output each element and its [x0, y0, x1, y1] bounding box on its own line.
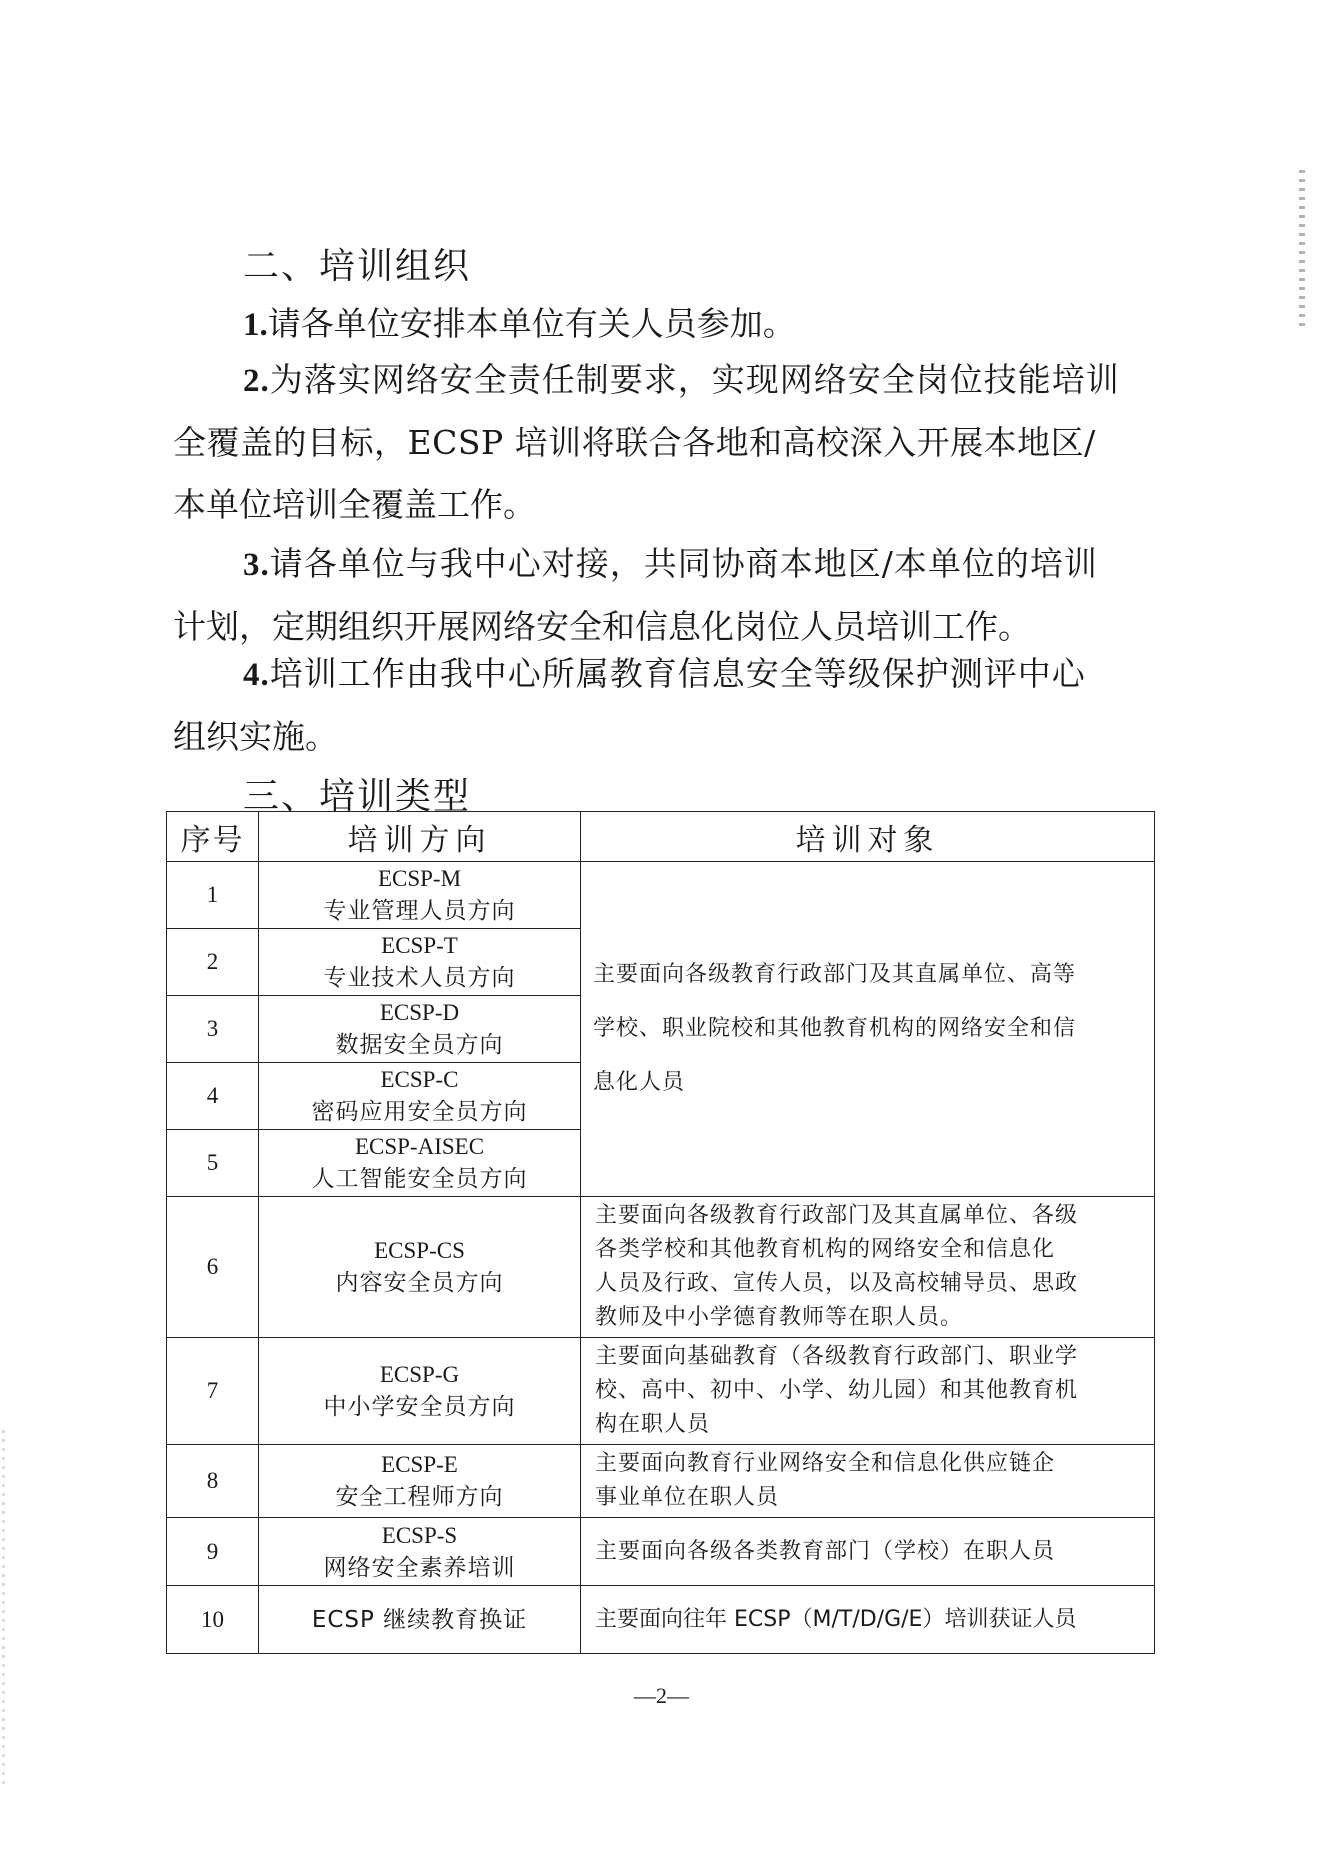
- target-row-6: 主要面向各级教育行政部门及其直属单位、各级 各类学校和其他教育机构的网络安全和信息化 人员及行政、宣传人员，以及高校辅导员、思政 教师及中小学德育教师等在职人员。: [581, 1197, 1155, 1338]
- header-seq: 序号: [167, 812, 259, 862]
- table-row: 1 ECSP-M 专业管理人员方向 主要面向各级教育行政部门及其直属单位、高等 学校、职业院校和其他教育机构的网络安全和信 息化人员: [167, 862, 1155, 929]
- target-row-8: 主要面向教育行业网络安全和信息化供应链企 事业单位在职人员: [581, 1445, 1155, 1518]
- table-row: 4 ECSP-C 密码应用安全员方向: [167, 1063, 1155, 1130]
- item-number: 4.: [243, 657, 270, 693]
- section-3-heading: 三、培训类型: [243, 776, 472, 817]
- scan-edge-artifact: [1299, 170, 1305, 330]
- item-1: 1.请各单位安排本单位有关人员参加。: [243, 304, 796, 343]
- table-row: 8 ECSP-E 安全工程师方向 主要面向教育行业网络安全和信息化供应链企 事业单位在职人员: [167, 1445, 1155, 1518]
- target-group-1-5: 主要面向各级教育行政部门及其直属单位、高等 学校、职业院校和其他教育机构的网络安全和信 息化人员: [581, 862, 1155, 1197]
- table-header-row: [167, 812, 1155, 862]
- page-number: —2—: [634, 1683, 689, 1708]
- item-number: 1.: [243, 307, 268, 343]
- section-2-heading: 二、培训组织: [243, 246, 472, 287]
- table-row: 10 ECSP 继续教育换证 主要面向往年 ECSP（M/T/D/G/E）培训获证人员: [167, 1586, 1155, 1654]
- table-row: 2 ECSP-T 专业技术人员方向: [167, 929, 1155, 996]
- item-number: 2.: [243, 363, 270, 399]
- table-row: 3 ECSP-D 数据安全员方向: [167, 996, 1155, 1063]
- table-row: 6 ECSP-CS 内容安全员方向 主要面向各级教育行政部门及其直属单位、各级 各类学校和其他教育机构的网络安全和信息化 人员及行政、宣传人员，以及高校辅导员、思政 教师及中小学德育教师等在职人员。: [167, 1197, 1155, 1338]
- header-direction: 培训方向: [259, 812, 581, 862]
- target-row-7: 主要面向基础教育（各级教育行政部门、职业学 校、高中、初中、小学、幼儿园）和其他教育机 构在职人员: [581, 1338, 1155, 1445]
- item-3: 3.请各单位与我中心对接，共同协商本地区/本单位的培训 计划，定期组织开展网络安全和信息化岗位人员培训工作。: [173, 544, 1098, 646]
- target-row-10: 主要面向往年 ECSP（M/T/D/G/E）培训获证人员: [581, 1586, 1155, 1654]
- scan-edge-artifact-left: [2, 1430, 5, 1790]
- table-row: 7 ECSP-G 中小学安全员方向 主要面向基础教育（各级教育行政部门、职业学 校、高中、初中、小学、幼儿园）和其他教育机 构在职人员: [167, 1338, 1155, 1445]
- header-target: 培训对象: [581, 812, 1155, 862]
- target-row-9: 主要面向各级各类教育部门（学校）在职人员: [581, 1518, 1155, 1586]
- item-number: 3.: [243, 547, 270, 583]
- item-2: 2.为落实网络安全责任制要求，实现网络安全岗位技能培训 全覆盖的目标，ECSP 培训将联合各地和高校深入开展本地区/ 本单位培训全覆盖工作。: [173, 360, 1120, 524]
- table-row: 5 ECSP-AISEC 人工智能安全员方向: [167, 1130, 1155, 1197]
- table-row: 9 ECSP-S 网络安全素养培训 主要面向各级各类教育部门（学校）在职人员: [167, 1518, 1155, 1586]
- training-type-table: [166, 811, 1155, 1654]
- item-4: 4.培训工作由我中心所属教育信息安全等级保护测评中心 组织实施。: [173, 654, 1086, 756]
